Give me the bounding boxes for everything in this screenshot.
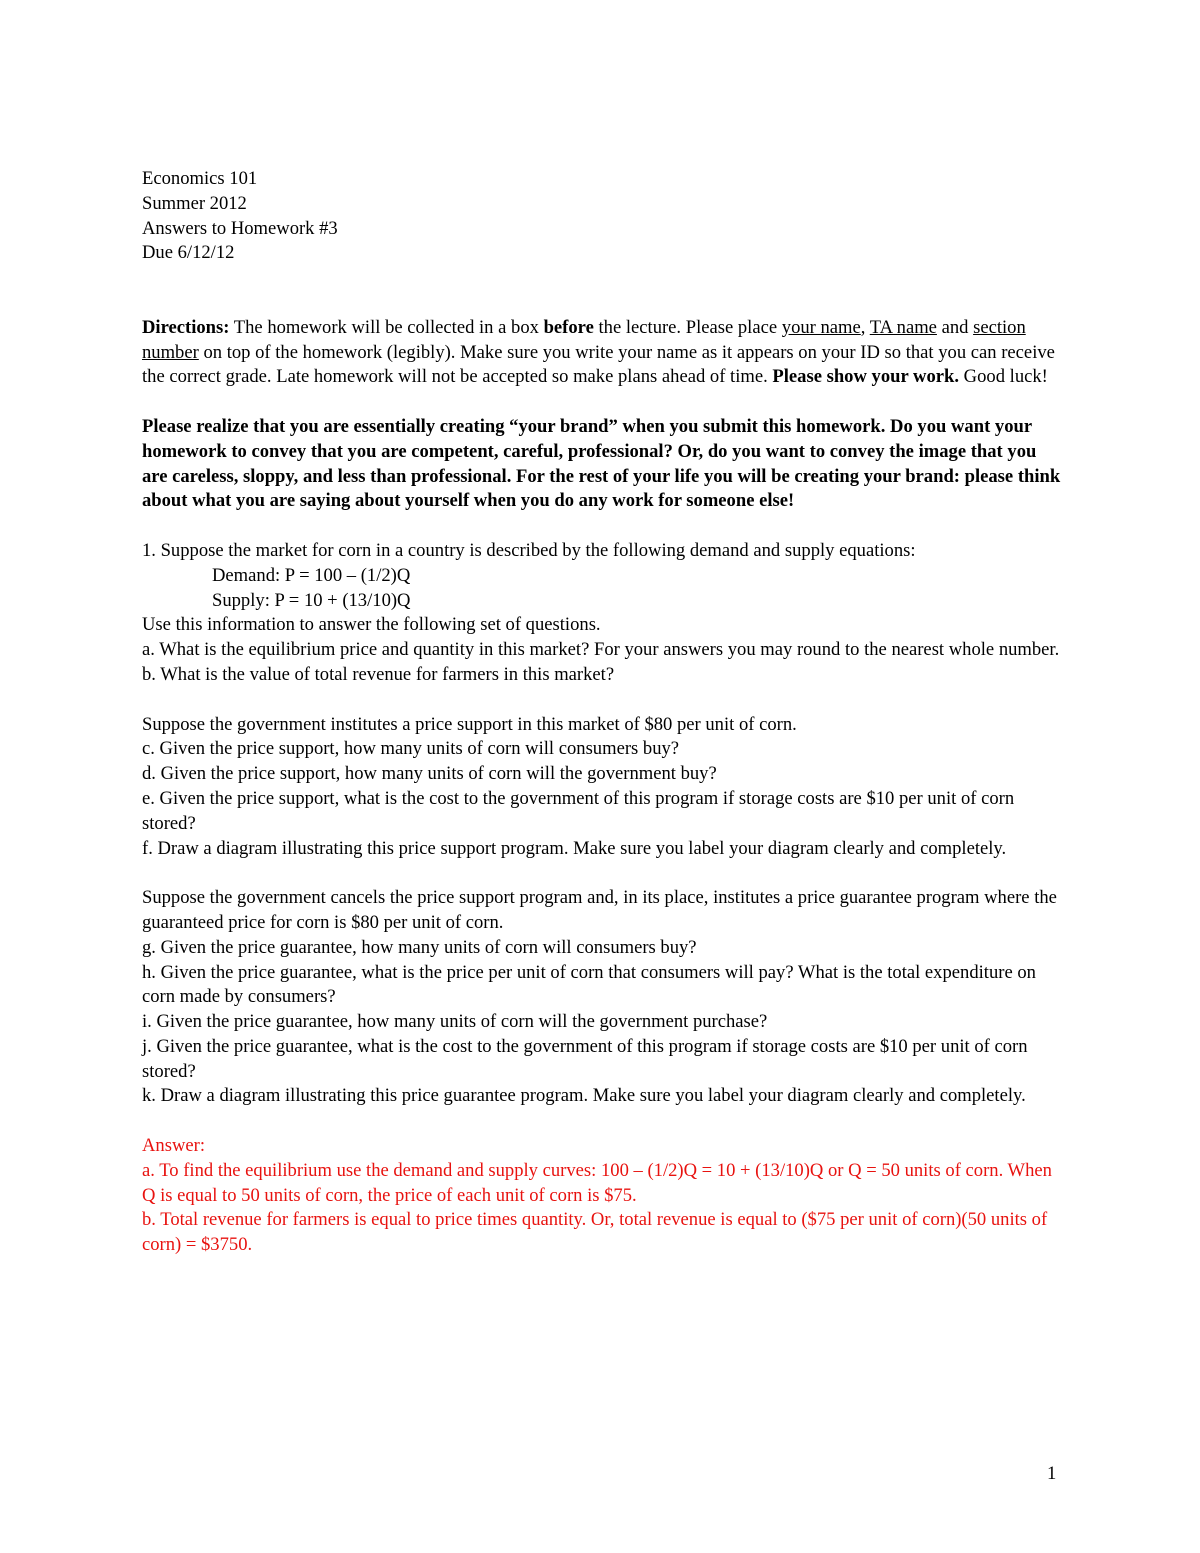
directions-text: Good luck! (959, 366, 1048, 388)
directions-text: The homework will be collected in a box (229, 316, 544, 338)
your-name-underlined: your name (781, 316, 861, 338)
ta-name-underlined: TA name (869, 316, 937, 338)
question-d: d. Given the price support, how many units of corn will the government buy? (142, 763, 717, 785)
question-i: i. Given the price guarantee, how many units of corn will the government purchase? (142, 1011, 768, 1033)
demand-equation: Demand: P = 100 – (1/2)Q (212, 564, 411, 586)
directions-paragraph (142, 316, 1062, 390)
question-b: b. What is the value of total revenue for farmers in this market? (142, 663, 615, 685)
directions-text: , (860, 316, 870, 338)
directions-text: the lecture. Please place (593, 316, 782, 338)
use-info-text: Use this information to answer the following set of questions. (142, 614, 601, 636)
directions-text: on top of the homework (legibly). Make sure you write your name as it appears on your ID so that you can receive the correct grade. Late homework will not be accepted so make plans ahead of time. (142, 341, 1055, 388)
question-k: k. Draw a diagram illustrating this price guarantee program. Make sure you label your diagram clearly and completely. (142, 1085, 1026, 1107)
question-f: f. Draw a diagram illustrating this price support program. Make sure you label your diagram clearly and completely. (142, 837, 1007, 859)
course-name: Economics 101 (142, 168, 258, 189)
question-h: h. Given the price guarantee, what is the price per unit of corn that consumers will pay? What is the total expenditure on corn made by consumers? (142, 961, 1036, 1008)
due-date: Due 6/12/12 (142, 242, 235, 264)
price-guarantee-intro: Suppose the government cancels the price support program and, in its place, institutes a price guarantee program where the guaranteed price for corn is $80 per unit of corn. (142, 887, 1057, 933)
answer-a: a. To find the equilibrium use the demand and supply curves: 100 – (1/2)Q = 10 + (13/10)Q or Q = 50 units of corn. When Q is equal to 50 units of corn, the price of each unit of corn is $75. (142, 1159, 1052, 1206)
question-1-intro: 1. Suppose the market for corn in a country is described by the following demand and supply equations: (142, 539, 916, 561)
document-title: Answers to Homework #3 (142, 217, 338, 239)
supply-equation: Supply: P = 10 + (13/10)Q (212, 589, 411, 611)
price-support-intro: Suppose the government institutes a price support in this market of $80 per unit of corn. (142, 713, 797, 735)
question-e: e. Given the price support, what is the cost to the government of this program if storage costs are $10 per unit of corn stored? (142, 787, 1015, 834)
brand-note: Please realize that you are essentially creating “your brand” when you submit this homework. Do you want your homework to convey that you are competent, careful, professional? Or, do you want to convey the image that you are careless, sloppy, and less than professional. For the rest of your life you will be creating your brand: please think about what you are saying about yourself when you do any work for someone else! (142, 415, 1061, 512)
question-g: g. Given the price guarantee, how many units of corn will consumers buy? (142, 936, 697, 958)
directions-label: Directions: (142, 316, 230, 338)
document-body (142, 167, 1062, 1258)
show-work-emphasis: Please show your work. (772, 366, 960, 388)
question-j: j. Given the price guarantee, what is the cost to the government of this program if storage costs are $10 per unit of corn stored? (142, 1035, 1028, 1082)
before-emphasis: before (543, 316, 594, 338)
directions-text: and (936, 316, 974, 338)
page-number: 1 (1047, 1463, 1057, 1484)
answer-b: b. Total revenue for farmers is equal to price times quantity. Or, total revenue is equal to ($75 per unit of corn)(50 units of corn) = $3750. (142, 1209, 1048, 1256)
question-c: c. Given the price support, how many units of corn will consumers buy? (142, 738, 680, 760)
term: Summer 2012 (142, 192, 247, 214)
question-a: a. What is the equilibrium price and quantity in this market? For your answers you may round to the nearest whole number. (142, 639, 1060, 661)
answer-label: Answer: (142, 1135, 205, 1157)
section-number-underlined: section number (142, 316, 1026, 363)
